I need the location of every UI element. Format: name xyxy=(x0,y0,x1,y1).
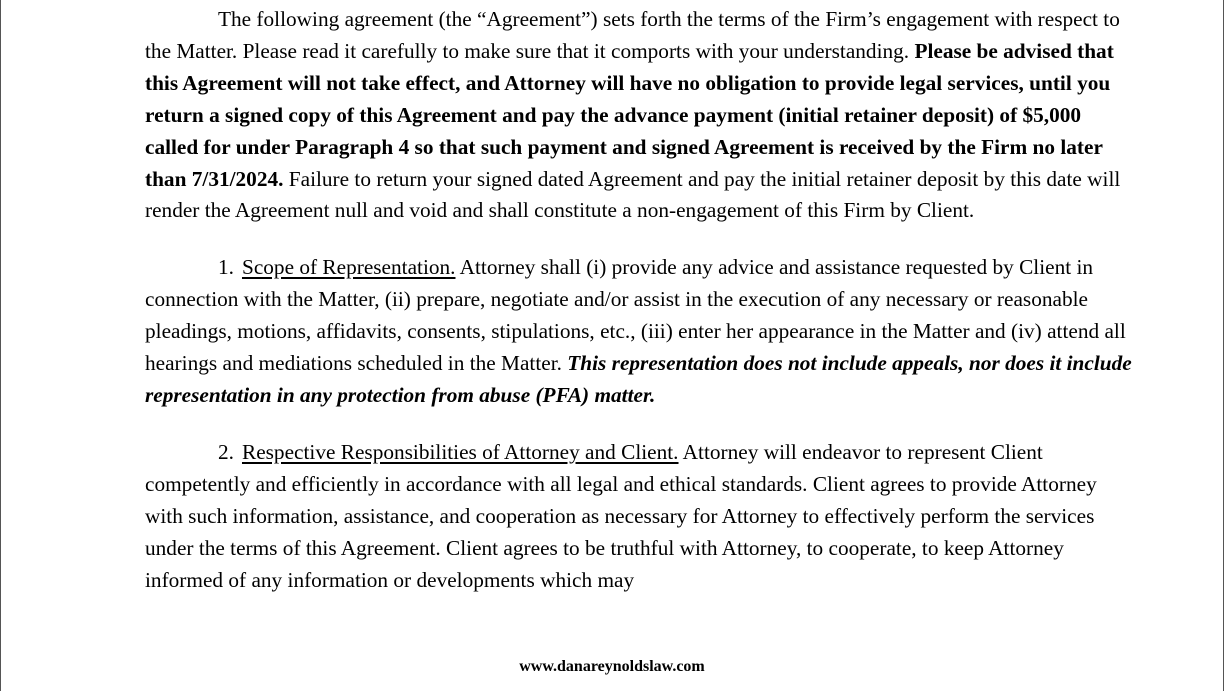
intro-paragraph xyxy=(145,4,1133,227)
section-1-number: 1. xyxy=(218,255,234,280)
section-2-number: 2. xyxy=(218,439,234,464)
document-body xyxy=(145,4,1133,596)
section-1-heading: Scope of Representation. xyxy=(241,255,456,280)
intro-bold-notice: Please be advised that this Agreement will not take effect, and Attorney will have no obligation to provide legal services, until you return a signed copy of this Agreement and pay the advance payment (initial retainer deposit) of $5,000 called for under Paragraph 4 so that such payment and signed Agreement is received by the Firm no later than 7/31/2024. xyxy=(145,38,1114,191)
section-2-heading: Respective Responsibilities of Attorney and Client. xyxy=(241,439,679,464)
section-1-exclusion-notice: This representation does not include appeals, nor does it include representation in any protection from abuse (PFA) matter. xyxy=(145,351,1132,407)
section-1-paragraph xyxy=(145,252,1133,412)
intro-text-a: The following agreement (the “Agreement”) sets forth the terms of the Firm’s engagement with respect to the Matter. Please read it carefully to make sure that it comports with your understanding. xyxy=(145,7,1120,63)
section-2-paragraph xyxy=(145,437,1133,597)
section-2-text: Attorney will endeavor to represent Client competently and efficiently in accordance with all legal and ethical standards. Client agrees to provide Attorney with such information, assistance, and cooperation as necessary for Attorney to effectively perform the services under the terms of this Agreement. Client agrees to be truthful with Attorney, to cooperate, to keep Attorney informed of any information or developments which may xyxy=(145,439,1097,592)
section-1-text: Attorney shall (i) provide any advice and assistance requested by Client in connection with the Matter, (ii) prepare, negotiate and/or assist in the execution of any necessary or reasonable pleadings, motions, affidavits, consents, stipulations, etc., (iii) enter her appearance in the Matter and (iv) attend all hearings and mediations scheduled in the Matter. xyxy=(145,255,1126,376)
intro-text-b: Failure to return your signed dated Agreement and pay the initial retainer deposit by this date will render the Agreement null and void and shall constitute a non-engagement of this Firm by Client. xyxy=(145,166,1121,223)
page-footer-website: www.danareynoldslaw.com xyxy=(519,658,705,675)
